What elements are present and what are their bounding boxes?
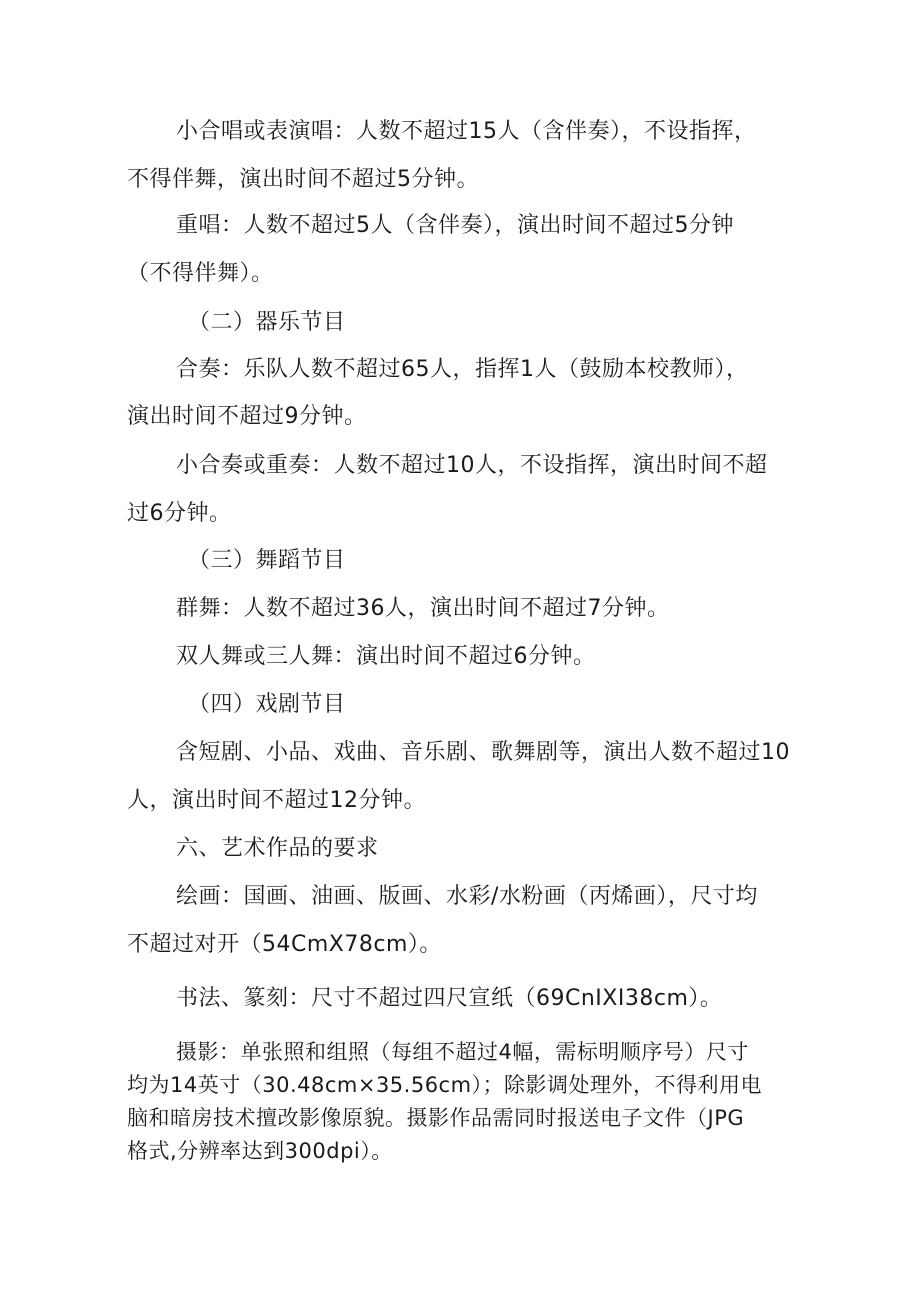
paragraph-line: 重唱：人数不超过5人（含伴奏），演出时间不超过5分钟: [176, 213, 734, 238]
paragraph-line: 合奏：乐队人数不超过65人，指挥1人（鼓励本校教师），: [176, 357, 749, 382]
paragraph-line: 演出时间不超过9分钟。: [127, 404, 367, 429]
paragraph-line: 摄影：单张照和组照（每组不超过4幅，需标明顺序号）尺寸: [176, 1040, 749, 1064]
paragraph-line: 双人舞或三人舞：演出时间不超过6分钟。: [176, 644, 596, 669]
paragraph-line: 均为14英寸（30.48cm×35.56cm）；除影调处理外，不得利用电: [127, 1073, 763, 1097]
paragraph-line: 过6分钟。: [127, 501, 232, 526]
paragraph-line: 绘画：国画、油画、版画、水彩/水粉画（丙烯画），尺寸均: [176, 884, 758, 909]
section-heading: 六、艺术作品的要求: [176, 836, 379, 861]
paragraph-line: 格式,分辨率达到300dpi）。: [127, 1139, 393, 1163]
paragraph-line: 小合唱或表演唱：人数不超过15人（含伴奏），不设指挥，: [176, 119, 757, 144]
paragraph-line: 群舞：人数不超过36人，演出时间不超过7分钟。: [176, 596, 670, 621]
paragraph-line: 小合奏或重奏：人数不超过10人，不设指挥，演出时间不超: [176, 453, 768, 478]
paragraph-line: 不得伴舞，演出时间不超过5分钟。: [127, 167, 479, 192]
paragraph-line: （不得伴舞）。: [127, 261, 274, 286]
paragraph-line: 不超过对开（54CmX78cm）。: [127, 932, 442, 957]
paragraph-line: 书法、篆刻：尺寸不超过四尺宣纸（69CnIXI38cm）。: [176, 986, 723, 1011]
paragraph-line: 脑和暗房技术擅改影像原貌。摄影作品需同时报送电子文件（JPG: [127, 1106, 745, 1130]
paragraph-line: 人，演出时间不超过12分钟。: [127, 788, 426, 813]
section-heading: （三）舞蹈节目: [188, 548, 346, 573]
paragraph-line: 含短剧、小品、戏曲、音乐剧、歌舞剧等，演出人数不超过10: [176, 740, 790, 765]
section-heading: （二）器乐节目: [188, 310, 346, 335]
section-heading: （四）戏剧节目: [188, 692, 346, 717]
